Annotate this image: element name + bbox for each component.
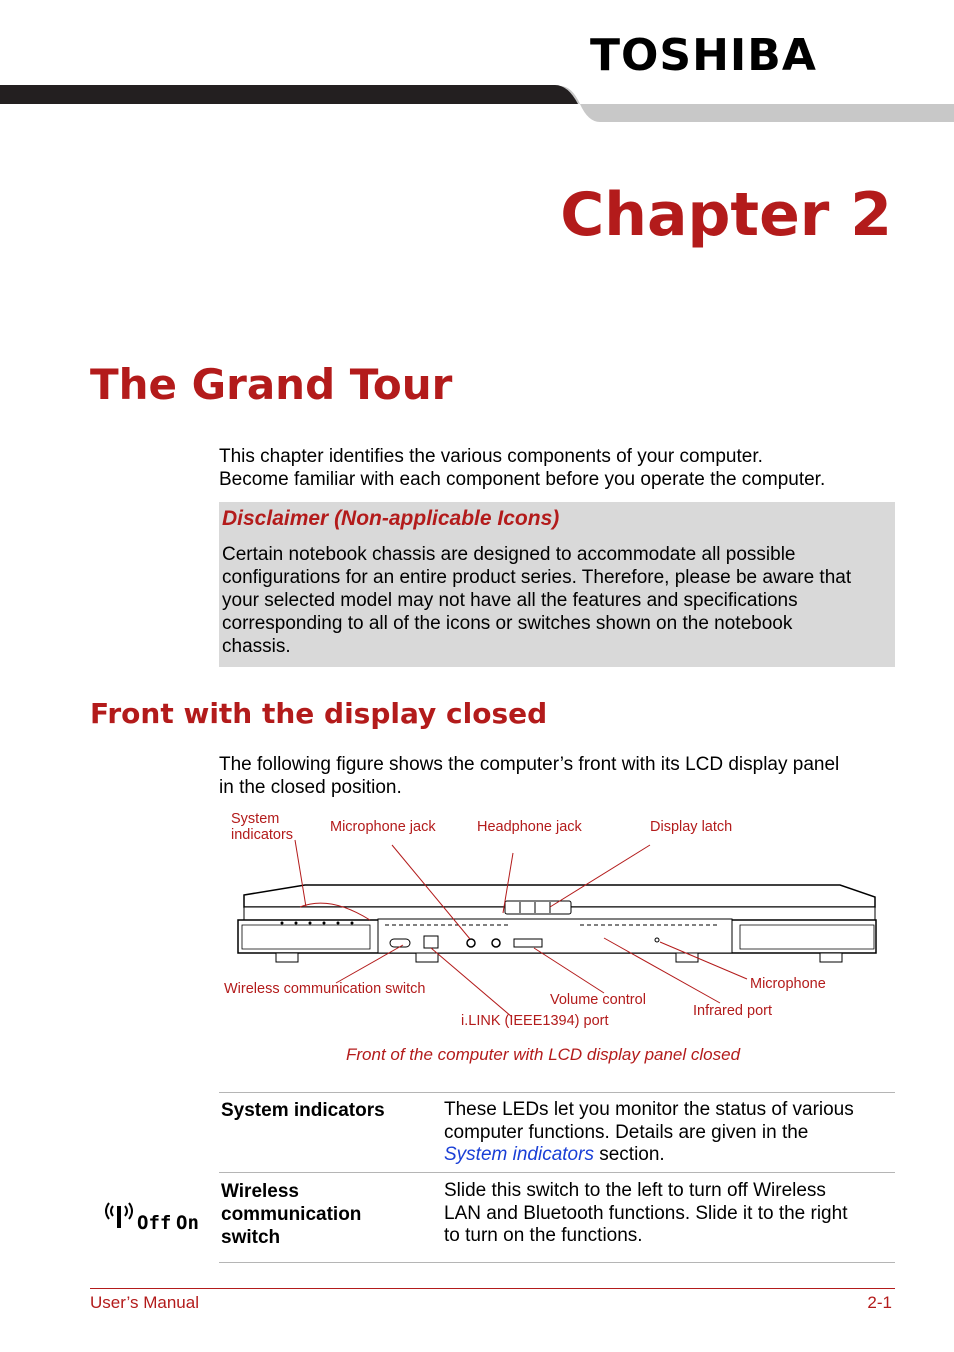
label-ilink-port: i.LINK (IEEE1394) port [461,1013,609,1029]
label-display-latch: Display latch [650,819,733,835]
term-line: Wireless [221,1181,299,1202]
desc-line: Slide this switch to the left to turn off Wireless [444,1180,826,1201]
term-line: communication [221,1204,362,1225]
header-band [0,82,954,124]
section-heading: Front with the display closed [90,697,548,730]
desc-line: These LEDs let you monitor the status of various [444,1099,854,1120]
disclaimer-line: corresponding to all of the icons or switches shown on the notebook [222,613,793,634]
section-intro-line-2: in the closed position. [219,777,402,798]
disclaimer-body [222,543,892,658]
wireless-off-label: Off [137,1212,172,1234]
footer-manual-title: User’s Manual [90,1293,199,1312]
toshiba-logo: TOSHIBA [590,30,817,81]
figure-caption: Front of the computer with LCD display panel closed [346,1045,741,1064]
label-system-indicators-1: System [231,811,280,827]
desc-line: LAN and Bluetooth functions. Slide it to the right [444,1202,848,1224]
desc-line: to turn on the functions. [444,1225,643,1246]
intro-line-2: Become familiar with each component before you operate the computer. [219,469,826,490]
wireless-antenna-icon [103,1200,135,1230]
section-intro-line-1: The following figure shows the computer’s front with its LCD display panel [219,754,840,775]
link-suffix: section. [593,1144,665,1165]
system-indicators-link[interactable]: System indicators [444,1144,594,1165]
table-term-system-indicators: System indicators [221,1100,385,1121]
term-line: switch [221,1227,281,1248]
wireless-on-label: On [176,1212,199,1234]
label-wireless-switch: Wireless communication switch [224,981,426,997]
chapter-label: Chapter 2 [560,180,892,250]
table-rule-mid [219,1172,895,1173]
label-volume-control: Volume control [550,992,646,1008]
disclaimer-line: your selected model may not have all the features and specifications [222,590,798,611]
label-headphone-jack: Headphone jack [477,819,582,835]
desc-line [444,1144,892,1167]
disclaimer-line: configurations for an entire product series. Therefore, please be aware that [222,567,852,588]
footer-rule [90,1288,895,1289]
table-desc-wireless-switch [444,1180,892,1248]
table-rule-bottom [219,1262,895,1263]
desc-line: computer functions. Details are given in the [444,1121,809,1143]
label-infrared-port: Infrared port [693,1003,772,1019]
label-microphone-jack: Microphone jack [330,819,436,835]
page-title: The Grand Tour [90,360,453,409]
disclaimer-line: Certain notebook chassis are designed to accommodate all possible [222,544,796,565]
label-microphone: Microphone [750,976,826,992]
footer-page-number: 2-1 [867,1293,892,1312]
intro-line-1: This chapter identifies the various components of your computer. [219,446,763,467]
table-desc-system-indicators [444,1099,892,1167]
table-term-wireless-switch [221,1180,361,1249]
table-rule-top [219,1092,895,1093]
label-system-indicators-2: indicators [231,827,294,843]
disclaimer-line: chassis. [222,636,291,657]
disclaimer-title: Disclaimer (Non-applicable Icons) [222,507,560,530]
